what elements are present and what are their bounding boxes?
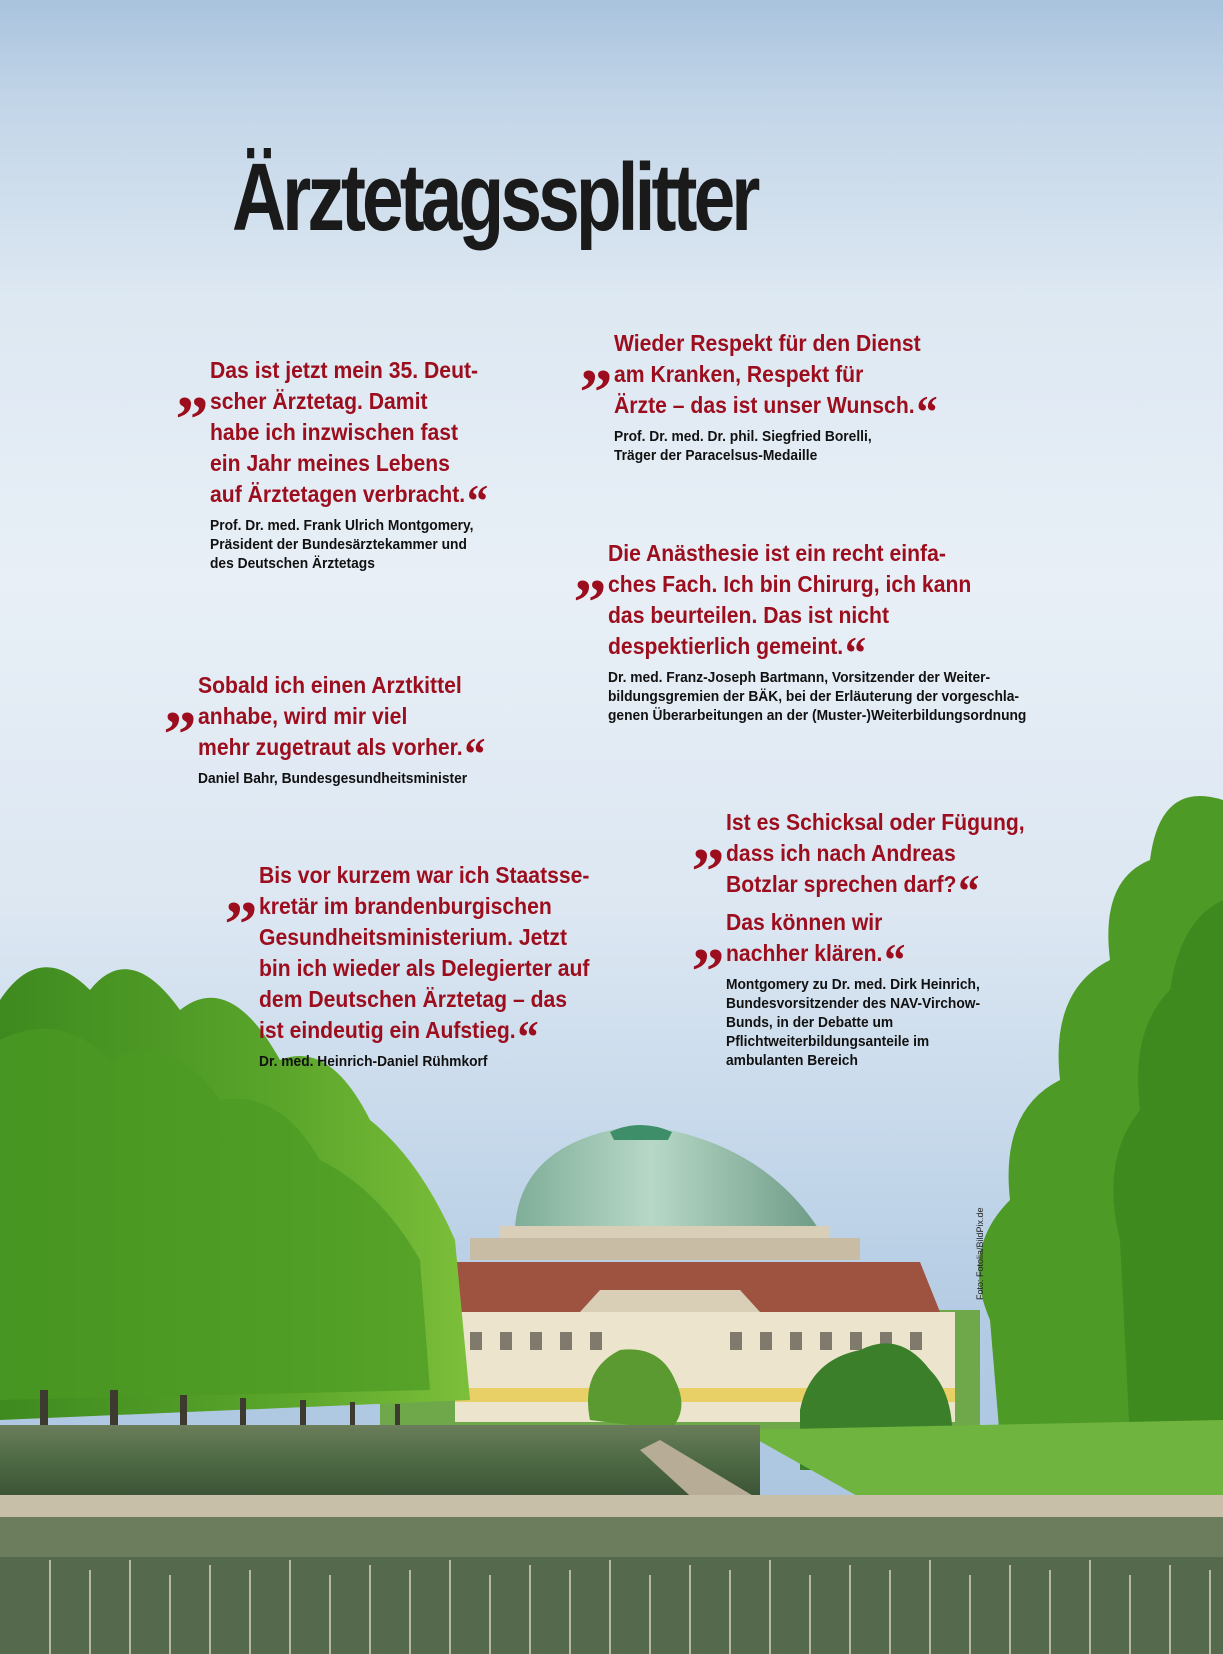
quote-line: dem Deutschen Ärztetag – das: [259, 986, 568, 1012]
quote-line: anhabe, wird mir viel: [198, 703, 408, 729]
quote-line: dass ich nach Andreas: [726, 840, 956, 866]
quote-line: Wieder Respekt für den Dienst: [614, 330, 921, 356]
quote-line: Bis vor kurzem war ich Staatsse-: [259, 862, 590, 888]
quote-borelli: [580, 322, 963, 465]
open-quote-mark: „: [692, 901, 721, 974]
attribution: [210, 516, 485, 573]
attribution-line: Dr. med. Heinrich-Daniel Rühmkorf: [259, 1053, 488, 1070]
quote-line: am Kranken, Respekt für: [614, 361, 864, 387]
open-quote-mark: „: [580, 322, 609, 395]
attribution-line: Präsident der Bundesärztekammer und: [210, 536, 467, 553]
open-quote-mark: „: [692, 801, 721, 874]
attribution: [259, 1052, 589, 1071]
close-quote-mark: “: [464, 728, 483, 779]
quote-line-text: nachher klären.: [726, 940, 883, 966]
quote-bartmann: [574, 532, 1063, 725]
quote-ruehmkorf: [225, 854, 618, 1071]
quote-line: ches Fach. Ich bin Chirurg, ich kann: [608, 571, 972, 597]
close-quote-mark: “: [958, 865, 977, 916]
close-quote-mark: “: [517, 1011, 536, 1062]
attribution-line: Dr. med. Franz-Joseph Bartmann, Vorsitzender der Weiter-: [608, 669, 991, 686]
attribution: [608, 668, 1026, 725]
quote-line: kretär im brandenburgischen: [259, 893, 552, 919]
photo-credit: Foto: Fotolia/BildPix.de: [975, 1207, 985, 1300]
quote-line-text: Botzlar sprechen darf?: [726, 871, 957, 897]
open-quote-mark: „: [225, 854, 254, 927]
attribution: [614, 427, 935, 465]
quote-line: ein Jahr meines Lebens: [210, 450, 450, 476]
quote-line: Das ist jetzt mein 35. Deut-: [210, 357, 479, 383]
close-quote-mark: “: [884, 934, 903, 985]
attribution-line: ambulanten Bereich: [726, 1052, 858, 1069]
open-quote-mark: „: [176, 349, 205, 422]
quote-line: Ist es Schicksal oder Fügung,: [726, 809, 1025, 835]
quote-line: Das können wir: [726, 909, 883, 935]
attribution-line: Pflichtweiterbildungsanteile im: [726, 1033, 930, 1050]
quote-line: Die Anästhesie ist ein recht einfa-: [608, 540, 946, 566]
quote-line-text: ist eindeutig ein Aufstieg.: [259, 1017, 516, 1043]
quote-line: das beurteilen. Das ist nicht: [608, 602, 890, 628]
attribution-line: genen Überarbeitungen an der (Muster-)Weiterbildungsordnung: [608, 707, 1027, 724]
quote-bahr: [164, 664, 508, 788]
attribution-line: Prof. Dr. med. Dr. phil. Siegfried Borelli,: [614, 428, 872, 445]
quote-line: scher Ärztetag. Damit: [210, 388, 428, 414]
close-quote-mark: “: [467, 475, 486, 526]
open-quote-mark: „: [574, 532, 603, 605]
quote-text: [726, 807, 1025, 916]
dome: [470, 1125, 860, 1260]
attribution-line: bildungsgremien der BÄK, bei der Erläuterung der vorgeschla-: [608, 688, 1020, 705]
quote-line: [726, 865, 1025, 916]
quote-line: habe ich inzwischen fast: [210, 419, 459, 445]
attribution-line: Bunds, in der Debatte um: [726, 1014, 894, 1031]
close-quote-mark: “: [916, 386, 935, 437]
attribution-line: Prof. Dr. med. Frank Ulrich Montgomery,: [210, 517, 474, 534]
attribution-line: Träger der Paracelsus-Medaille: [614, 447, 818, 464]
attribution-line: Bundesvorsitzender des NAV-Virchow-: [726, 995, 981, 1012]
quote-line: Sobald ich einen Arztkittel: [198, 672, 462, 698]
quote-line-text: auf Ärztetagen verbracht.: [210, 481, 466, 507]
page-title: Ärztetagssplitter: [232, 144, 757, 251]
quote-line-text: mehr zugetraut als vorher.: [198, 734, 463, 760]
attribution: [726, 975, 980, 1070]
open-quote-mark: „: [164, 664, 193, 737]
quote-line: Gesundheitsministerium. Jetzt: [259, 924, 568, 950]
close-quote-mark: “: [845, 627, 864, 678]
attribution-line: des Deutschen Ärztetags: [210, 555, 375, 572]
attribution-line: Montgomery zu Dr. med. Dirk Heinrich,: [726, 976, 980, 993]
quote-line-text: Ärzte – das ist unser Wunsch.: [614, 392, 915, 418]
quote-line-text: despektierlich gemeint.: [608, 633, 844, 659]
attribution: [198, 769, 483, 788]
quote-schicksal: [692, 801, 1051, 916]
quote-montgomery: [176, 349, 509, 573]
quote-klaeren: [692, 901, 1002, 1070]
attribution-line: Daniel Bahr, Bundesgesundheitsminister: [198, 770, 468, 787]
quote-line: bin ich wieder als Delegierter auf: [259, 955, 590, 981]
